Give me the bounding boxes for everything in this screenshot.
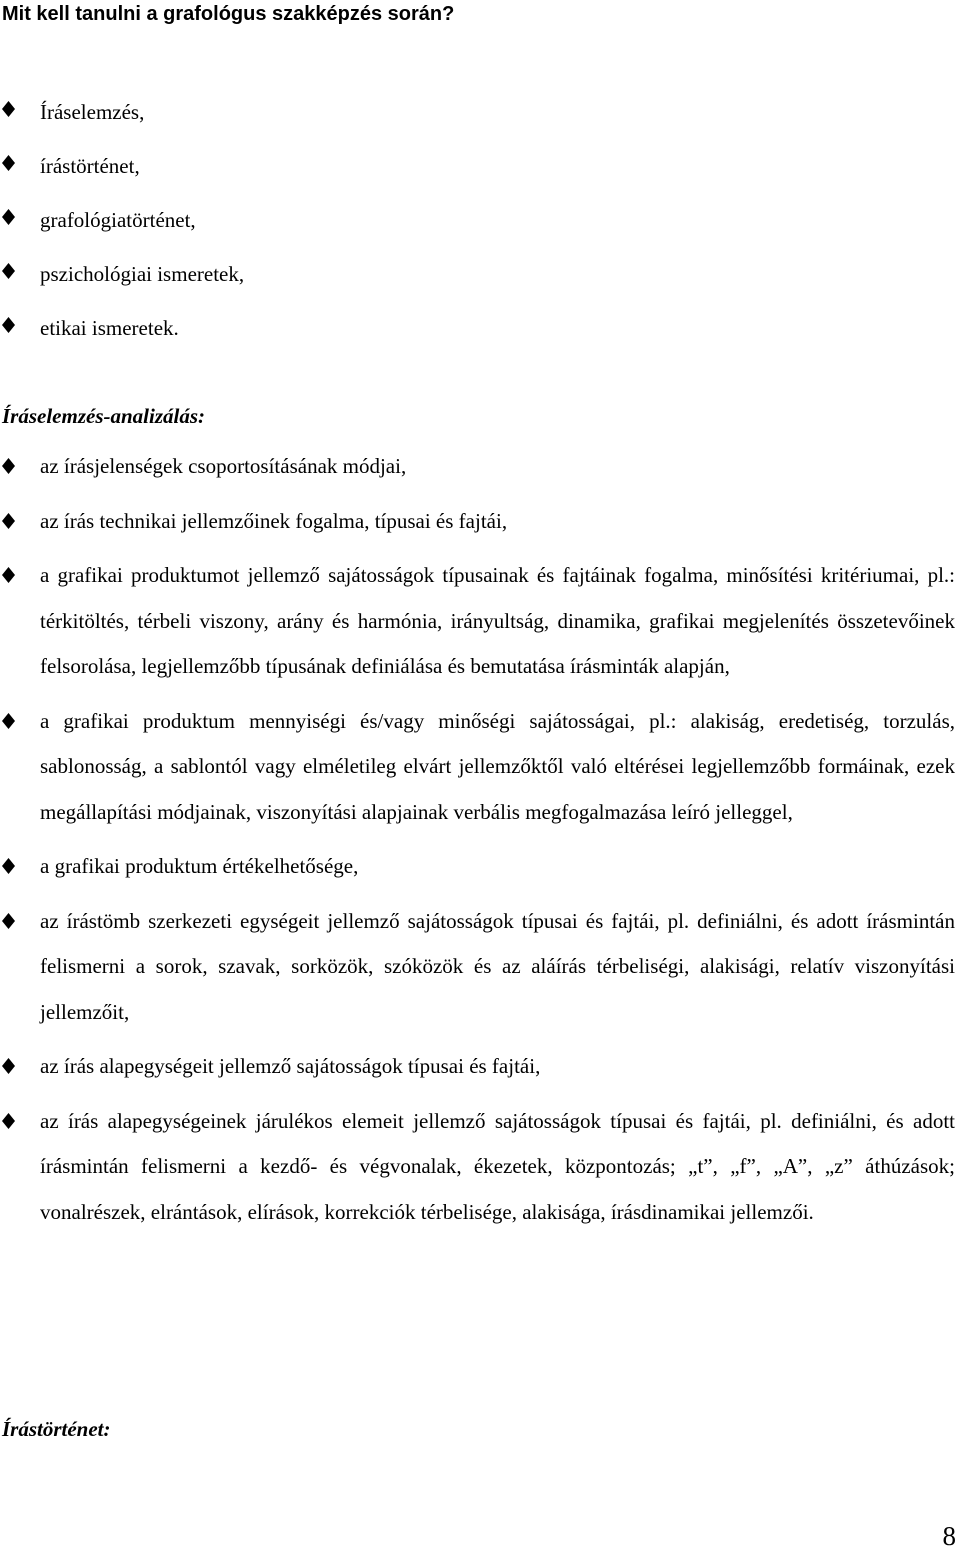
section-heading-analysis: Íráselemzés-analizálás:: [2, 404, 206, 428]
diamond-bullet-icon: [2, 513, 15, 529]
diamond-bullet-icon: [2, 155, 15, 171]
list-item: [0, 302, 244, 356]
list-item-text: Íráselemzés,: [40, 100, 145, 124]
diamond-bullet-icon: [2, 263, 15, 279]
diamond-bullet-icon: [2, 1113, 15, 1129]
diamond-bullet-icon: [2, 567, 15, 583]
topic-list: [0, 86, 244, 356]
list-item: [0, 844, 955, 890]
list-item-text: grafológiatörténet,: [40, 208, 196, 232]
diamond-bullet-icon: [2, 458, 15, 474]
page-title: Mit kell tanulni a grafológus szakképzés során?: [2, 3, 455, 25]
list-item-text: az írástömb szerkezeti egységeit jellemző sajátosságok típusai és fajtái, pl. definiálni, és adott írásmintán felismerni a sorok, szavak, sorközök, szóközök és az aláírás térbeliségi, alakisági, relatív viszonyítási jellemzőit,: [40, 908, 955, 1024]
list-item: [0, 140, 244, 194]
diamond-bullet-icon: [2, 858, 15, 874]
list-item-text: az írás technikai jellemzőinek fogalma, típusai és fajtái,: [40, 508, 508, 533]
list-item-text: a grafikai produktumot jellemző sajátosságok típusainak és fajtáinak fogalma, minősítési kritériumai, pl.: térkitöltés, térbeli viszony, arány és harmónia, irányultság, dinamika, grafikai megjelenítés összetevőinek felsorolása, legjellemzőbb típusának definiálása és bemutatása írásminták alapján,: [40, 563, 955, 678]
section-heading-history: Írástörténet:: [2, 1417, 111, 1441]
diamond-bullet-icon: [2, 101, 15, 117]
list-item: [0, 444, 955, 490]
list-item: [0, 553, 955, 690]
list-item-text: az írás alapegységeinek járulékos elemeit jellemző sajátosságok típusai és fajtái, pl. definiálni, és adott írásmintán felismerni a kezdő- és végvonalak, ékezetek, központozás; „t”, „f”, „A”, „z” áthúzások; vonalrészek, elrántások, elírások, korrekciók térbelisége, alakisága, írásdinamikai jellemzői.: [40, 1108, 955, 1224]
list-item: [0, 1099, 955, 1236]
list-item-text: az írásjelenségek csoportosításának módjai,: [40, 454, 407, 478]
diamond-bullet-icon: [2, 1058, 15, 1074]
list-item: [0, 1044, 955, 1090]
list-item: [0, 699, 955, 836]
list-item-text: etikai ismeretek.: [40, 316, 179, 340]
list-item: [0, 248, 244, 302]
list-item: [0, 899, 955, 1036]
list-item-text: pszichológiai ismeretek,: [40, 262, 245, 286]
list-item-text: a grafikai produktum értékelhetősége,: [40, 854, 359, 878]
list-item: [0, 499, 955, 545]
diamond-bullet-icon: [2, 317, 15, 333]
diamond-bullet-icon: [2, 209, 15, 225]
analysis-list: [0, 444, 955, 1244]
list-item-text: a grafikai produktum mennyiségi és/vagy minőségi sajátosságai, pl.: alakiság, eredetiség, torzulás, sablonosság, a sablontól vagy elméletileg elvárt jellemzőktől való eltérései legjellemzőbb formáinak, ezek megállapítási módjainak, viszonyítási alapjainak verbális megfogalmazása leíró jelleggel,: [40, 708, 955, 824]
diamond-bullet-icon: [2, 713, 15, 729]
list-item: [0, 86, 244, 140]
list-item: [0, 194, 244, 248]
page-number: 8: [942, 1521, 956, 1551]
list-item-text: az írás alapegységeit jellemző sajátosságok típusai és fajtái,: [40, 1054, 541, 1078]
list-item-text: írástörténet,: [40, 154, 140, 178]
diamond-bullet-icon: [2, 913, 15, 929]
